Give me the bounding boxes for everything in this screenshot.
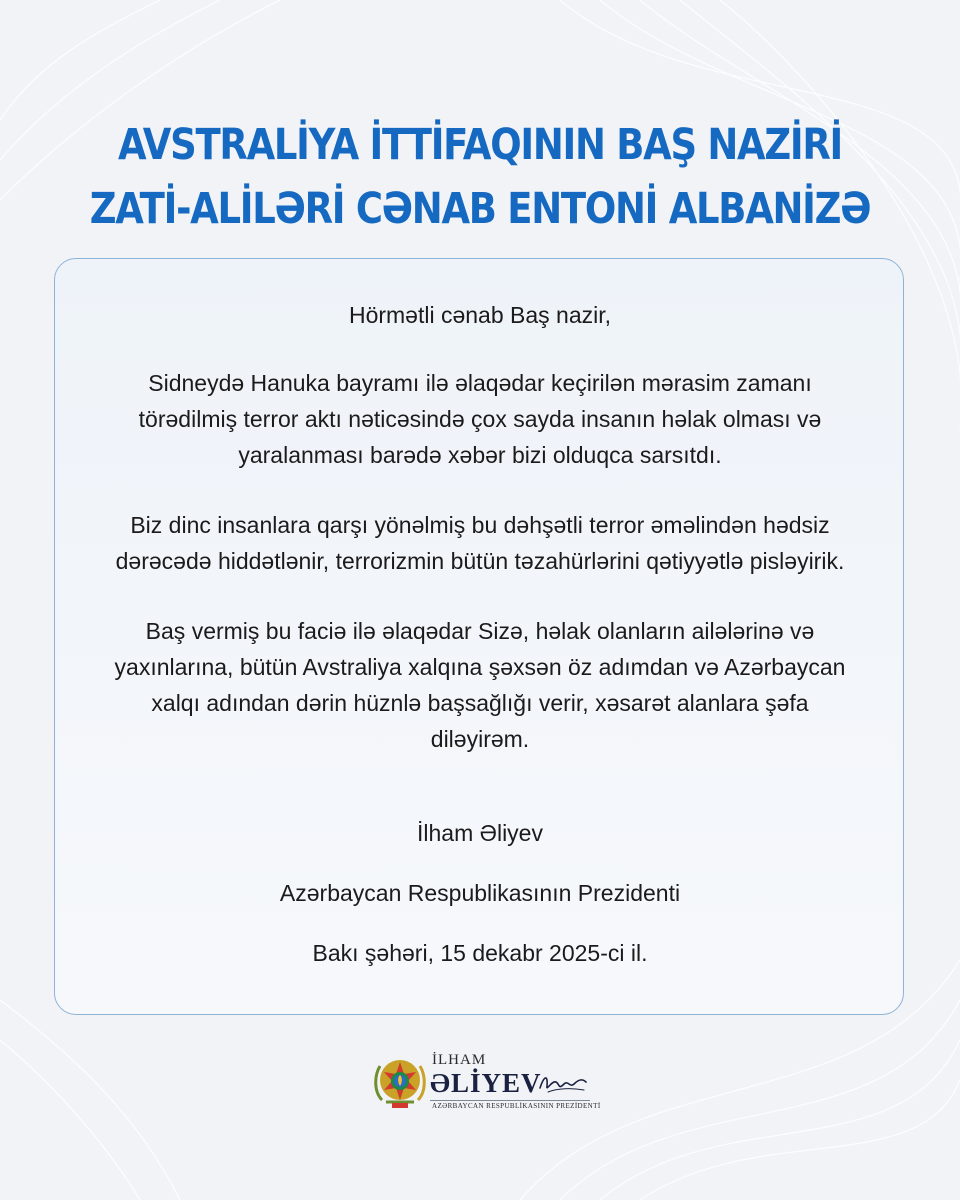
handwritten-signature-icon	[538, 1070, 588, 1098]
paragraph-line: Baş vermiş bu faciə ilə əlaqədar Sizə, həlak olanların ailələrinə və	[145, 618, 815, 644]
logo-divider	[430, 1100, 590, 1101]
page-title	[67, 113, 893, 241]
paragraph-line: yaxınlarına, bütün Avstraliya xalqına şəxsən öz adımdan və Azərbaycan	[114, 654, 846, 680]
logo-last-name: ƏLİYEV	[430, 1068, 542, 1098]
letter-paragraph-2	[55, 507, 905, 579]
paragraph-line: yaralanması barədə xəbər bizi olduqca sarsıtdı.	[238, 442, 722, 468]
letter-paragraph-1	[55, 365, 905, 473]
paragraph-line: Sidneydə Hanuka bayramı ilə əlaqədar keçirilən mərasim zamanı	[148, 370, 812, 396]
signature-name: İlham Əliyev	[417, 820, 543, 846]
letter-paragraph-3	[55, 613, 905, 757]
paragraph-line: dərəcədə hiddətlənir, terrorizmin bütün təzahürlərini qətiyyətlə pisləyirik.	[115, 548, 845, 574]
logo-caption: AZƏRBAYCAN RESPUBLİKASININ PREZİDENTİ	[432, 1102, 601, 1110]
signature-title: Azərbaycan Respublikasının Prezidenti	[279, 880, 681, 906]
president-logo	[370, 1050, 610, 1114]
paragraph-line: törədilmiş terror aktı nəticəsində çox sayda insanın həlak olması və	[138, 406, 822, 432]
paragraph-line: xalqı adından dərin hüznlə başsağlığı verir, xəsarət alanlara şəfa	[151, 690, 809, 716]
logo-first-name: İLHAM	[432, 1052, 487, 1068]
title-line-1: AVSTRALİYA İTTİFAQININ BAŞ NAZİRİ	[117, 119, 843, 170]
place-and-date: Bakı şəhəri, 15 dekabr 2025-ci il.	[312, 940, 648, 966]
letter-panel	[54, 258, 904, 1015]
paragraph-line: Biz dinc insanlara qarşı yönəlmiş bu dəhşətli terror əməlindən hədsiz	[130, 512, 830, 538]
letter-greeting: Hörmətli cənab Baş nazir,	[348, 302, 612, 328]
title-line-2: ZATİ-ALİLƏRİ CƏNAB ENTONİ ALBANİZƏ	[89, 183, 871, 234]
azerbaijan-emblem-icon	[370, 1050, 430, 1112]
paragraph-line: diləyirəm.	[430, 726, 530, 752]
